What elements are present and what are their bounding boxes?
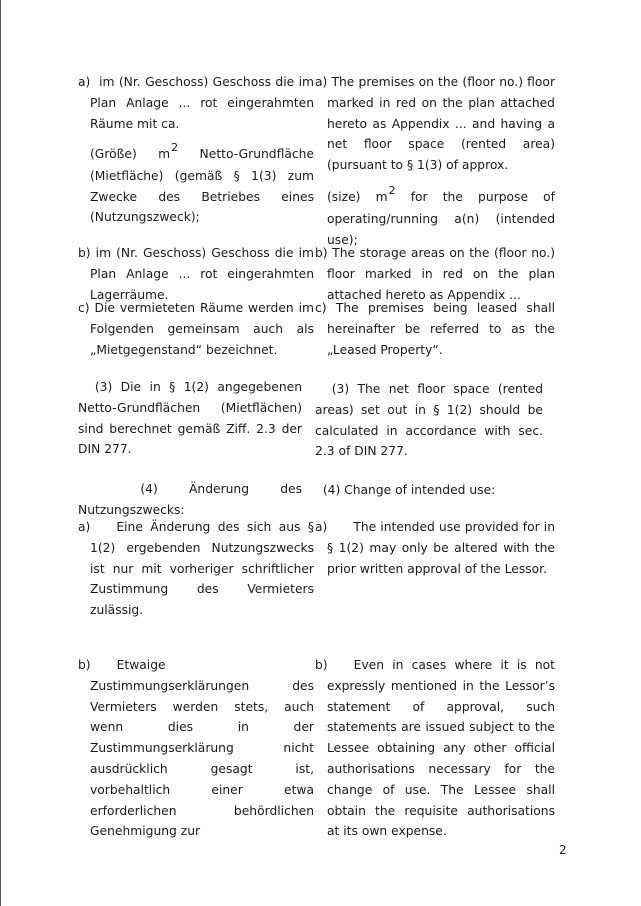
clause-4a-german [78,517,314,621]
paragraph-3-german: (3) Die in § 1(2) angegebenen Netto-Grundflächen (Mietflächen) sind berechnet gemäß Ziff. 2.3 der DIN 277. [78,380,302,457]
superscript: 2 [171,141,179,154]
clause-a-german-part1: a) im (Nr. Geschoss) Geschoss die im Plan Anlage ... rot eingerahmten Räume mit ca. [78,75,314,131]
size-text: (size) m [327,190,388,204]
area-text: Netto-Grundfläche (Mietfläche) (gemäß § 1(3) zum Zwecke des Betriebes eines (Nutzungszweck); [90,147,314,225]
clause-label: a) [315,520,328,534]
clause-a-english-part2 [315,184,555,250]
clause-4b-german [78,655,314,842]
paragraph-4-heading-english: (4) Change of intended use: [315,483,496,497]
superscript: 2 [388,184,396,197]
clause-b-english: b) The storage areas on the (floor no.) floor marked in red on the plan attached hereto as Appendix ... [315,246,555,302]
clause-4b-english [315,655,555,842]
purpose-text: for the purpose of operating/running a(n) (intended use); [327,190,555,247]
clause-text: The intended use provided for in § 1(2) may only be altered with the prior written approval of the Lessor. [327,520,555,576]
clause-text: Etwaige Zustimmungserklärungen des Vermieters werden stets, auch wenn dies in der Zustimmungserklärung nicht ausdrücklich gesagt ist, vorbehaltlich einer etwa erforderlichen behördlichen Genehmigung zur [90,658,314,839]
size-text: (Größe) m [90,147,171,161]
page-left-border [0,0,1,906]
page-number: 2 [559,843,567,857]
clause-c-english: c) The premises being leased shall hereinafter be referred to as the „Leased Property“. [315,301,555,357]
clause-4a-english [315,517,555,579]
clause-b-german: b) im (Nr. Geschoss) Geschoss die im Plan Anlage ... rot eingerahmten Lagerräume. [78,246,314,302]
clause-text: Even in cases where it is not expressly mentioned in the Lessor’s statement of approval, such statements are issued subject to the Lessee obtaining any other official authorisations necessary for the change of use. The Lessee shall obtain the requisite authorisations at its own expense. [327,658,555,839]
paragraph-3-english: (3) The net floor space (rented areas) set out in § 1(2) should be calculated in accordance with sec. 2.3 of DIN 277. [315,382,543,459]
clause-a-english-part1: a) The premises on the (floor no.) floor marked in red on the plan attached hereto as Appendix ... and having a net floor space (rented area) (pursuant to § 1(3) of approx. [315,75,555,173]
clause-text: Eine Änderung des sich aus § 1(2) ergebenden Nutzungszwecks ist nur mit vorheriger schriftlicher Zustimmung des Vermieters zulässig. [90,520,314,618]
clause-a-german-part2 [78,141,314,228]
clause-label: a) [78,520,91,534]
clause-c-german: c) Die vermieteten Räume werden im Folgenden gemeinsam auch als „Mietgegenstand“ bezeichnet. [78,301,314,357]
clause-label: b) [78,658,91,672]
paragraph-4-heading-german: (4) Änderung des Nutzungszwecks: [78,482,302,517]
clause-label: b) [315,658,328,672]
